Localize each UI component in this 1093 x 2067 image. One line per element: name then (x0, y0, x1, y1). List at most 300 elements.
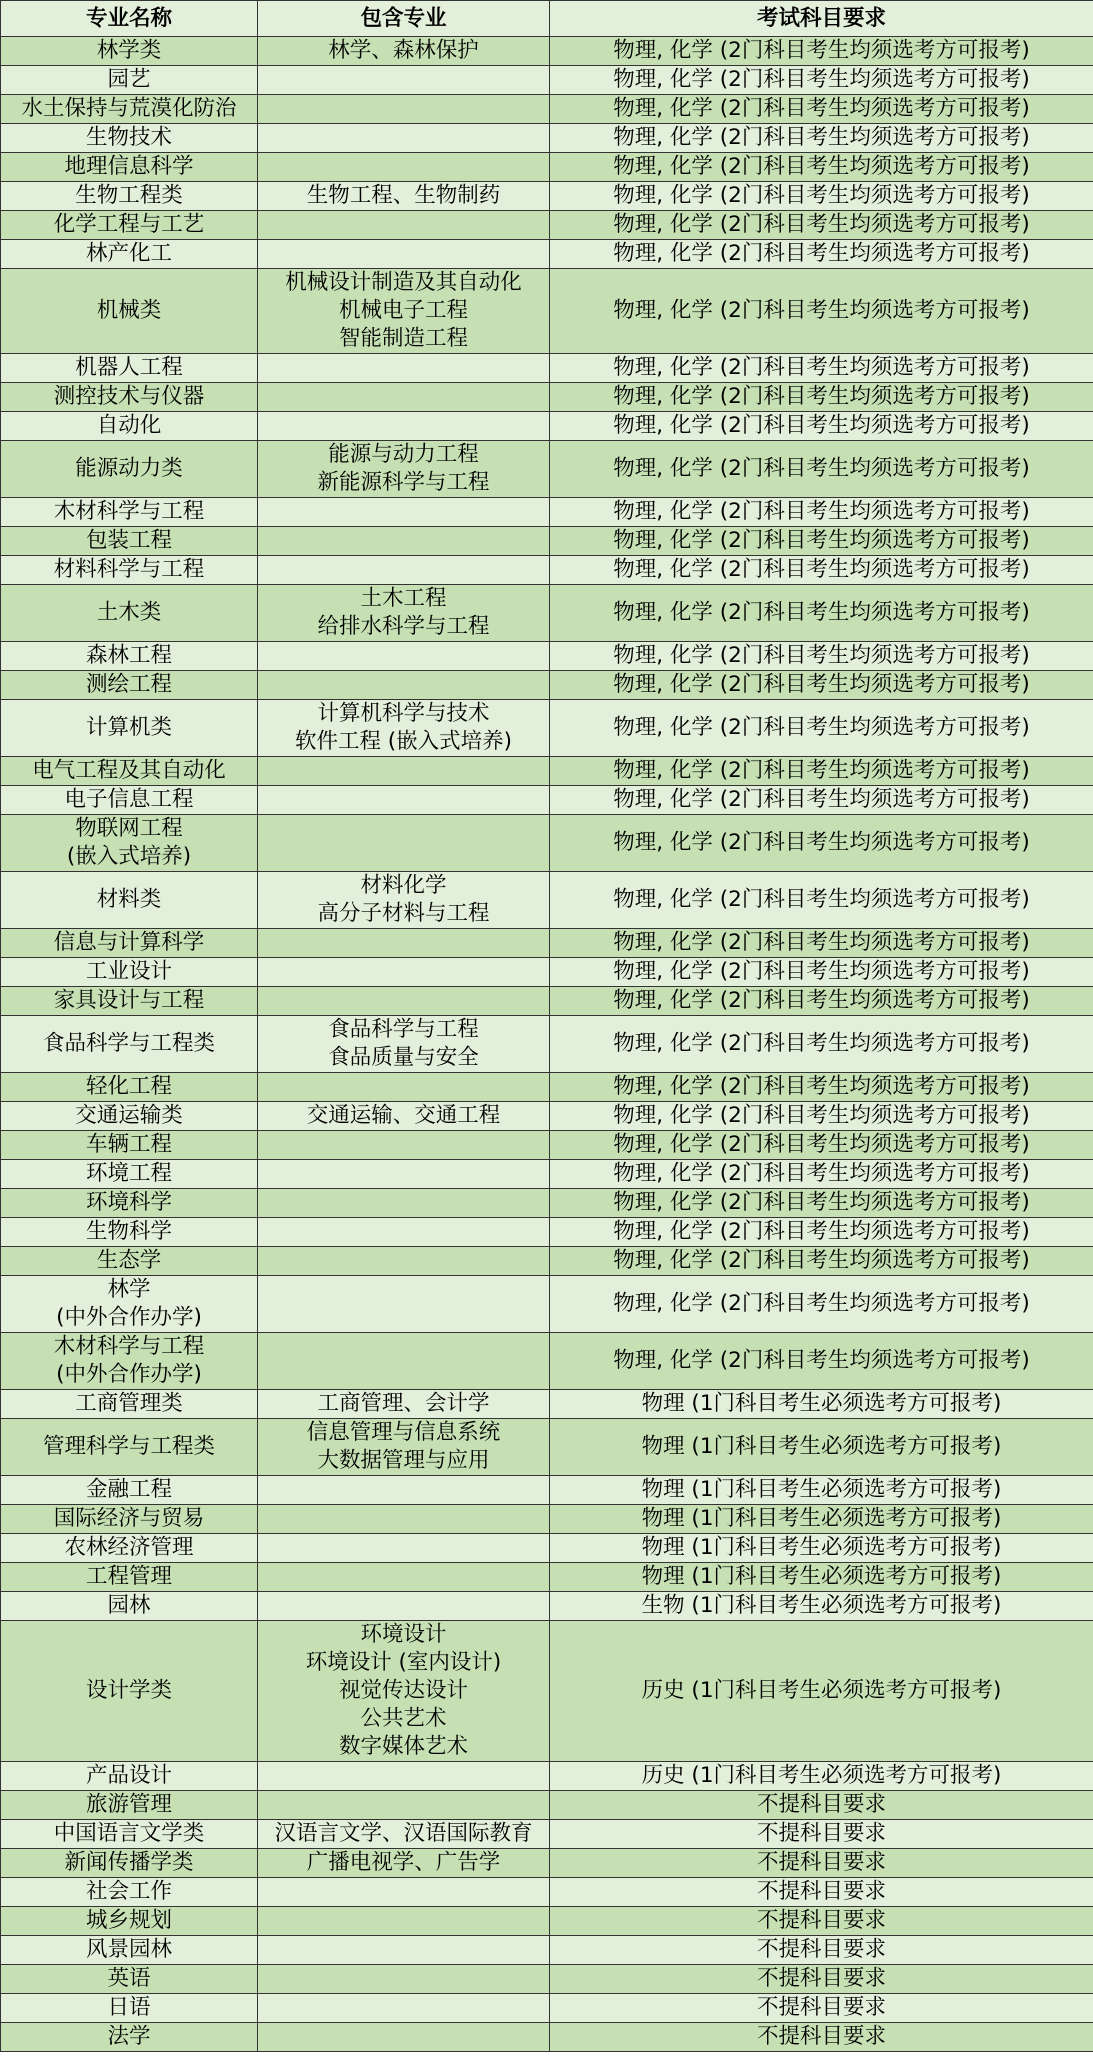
included-majors-cell (258, 815, 550, 872)
major-name-cell (1, 66, 258, 95)
major-name-cell (1, 1189, 258, 1218)
major-name-cell-line: 中国语言文学类 (53, 1821, 205, 1846)
major-name-cell-line: 土木类 (96, 600, 162, 625)
major-name-cell (1, 1994, 258, 2023)
included-majors-cell (258, 66, 550, 95)
major-name-cell-line: 生物技术 (85, 125, 172, 150)
table-row (1, 1592, 1093, 1621)
included-majors-cell (258, 1820, 550, 1849)
included-majors-cell-line: 工商管理、会计学 (317, 1391, 490, 1416)
included-majors-cell (258, 1621, 550, 1762)
included-majors-cell-line: 视觉传达设计 (338, 1678, 468, 1703)
included-majors-cell (258, 987, 550, 1016)
major-name-cell (1, 1419, 258, 1476)
table-row (1, 527, 1093, 556)
subject-requirement-cell: 历史 (1门科目考生必须选考方可报考) (550, 1621, 1093, 1762)
table-row (1, 1276, 1093, 1333)
major-name-cell (1, 700, 258, 757)
table-row (1, 441, 1093, 498)
major-name-cell (1, 757, 258, 786)
included-majors-cell-line: 新能源科学与工程 (317, 470, 490, 495)
major-name-cell (1, 1762, 258, 1791)
included-majors-cell (258, 1907, 550, 1936)
subject-requirement-cell: 物理, 化学 (2门科目考生均须选考方可报考) (550, 1160, 1093, 1189)
table-row (1, 1419, 1093, 1476)
major-name-cell-line: 自动化 (96, 413, 162, 438)
major-name-cell-line: 法学 (107, 2024, 151, 2049)
included-majors-cell-line: 给排水科学与工程 (317, 614, 490, 639)
major-name-cell-line: 家具设计与工程 (53, 988, 205, 1013)
included-majors-cell-line: 智能制造工程 (338, 326, 468, 351)
table-row (1, 1791, 1093, 1820)
major-name-cell-line: 园艺 (107, 67, 151, 92)
subject-requirement-cell: 不提科目要求 (550, 1820, 1093, 1849)
included-majors-cell (258, 872, 550, 929)
major-name-cell-line: 旅游管理 (85, 1792, 172, 1817)
major-name-cell-line: 材料科学与工程 (53, 557, 205, 582)
included-majors-cell (258, 1218, 550, 1247)
table-row (1, 872, 1093, 929)
table-row (1, 642, 1093, 671)
included-majors-cell (258, 1476, 550, 1505)
major-name-cell-line: 木材科学与工程 (53, 499, 205, 524)
subject-requirement-cell: 物理 (1门科目考生必须选考方可报考) (550, 1419, 1093, 1476)
major-name-cell-line: 计算机类 (85, 715, 172, 740)
included-majors-cell (258, 441, 550, 498)
major-name-cell-line: 机械类 (96, 298, 162, 323)
included-majors-cell (258, 556, 550, 585)
table-row (1, 1621, 1093, 1762)
subject-requirement-cell: 不提科目要求 (550, 1907, 1093, 1936)
subject-requirement-cell: 物理, 化学 (2门科目考生均须选考方可报考) (550, 153, 1093, 182)
included-majors-cell (258, 383, 550, 412)
included-majors-cell (258, 757, 550, 786)
included-majors-cell-line: 食品科学与工程 (328, 1017, 479, 1042)
major-name-cell-line: 信息与计算科学 (53, 930, 205, 955)
included-majors-cell-line: 汉语言文学、汉语国际教育 (274, 1821, 533, 1846)
subject-requirement-cell: 物理 (1门科目考生必须选考方可报考) (550, 1390, 1093, 1419)
included-majors-cell (258, 124, 550, 153)
included-majors-cell (258, 1534, 550, 1563)
included-majors-cell (258, 95, 550, 124)
subject-requirement-cell: 不提科目要求 (550, 1849, 1093, 1878)
table-row (1, 1016, 1093, 1073)
included-majors-cell (258, 786, 550, 815)
major-name-cell-line: 森林工程 (85, 643, 172, 668)
table-row (1, 1073, 1093, 1102)
table-row (1, 671, 1093, 700)
major-name-cell (1, 1102, 258, 1131)
subject-requirement-cell: 不提科目要求 (550, 1791, 1093, 1820)
major-name-cell (1, 1131, 258, 1160)
table-row (1, 498, 1093, 527)
included-majors-cell-line: 机械设计制造及其自动化 (285, 270, 522, 295)
major-name-cell (1, 1247, 258, 1276)
header-included-majors: 包含专业 (258, 1, 550, 37)
included-majors-cell (258, 2023, 550, 2052)
subject-requirement-cell: 物理, 化学 (2门科目考生均须选考方可报考) (550, 95, 1093, 124)
subject-requirement-cell: 物理, 化学 (2门科目考生均须选考方可报考) (550, 66, 1093, 95)
major-name-cell (1, 929, 258, 958)
included-majors-cell-line: 信息管理与信息系统 (306, 1420, 501, 1445)
included-majors-cell-line: 林学、森林保护 (328, 38, 479, 63)
included-majors-cell (258, 1791, 550, 1820)
major-name-cell (1, 498, 258, 527)
major-name-cell (1, 987, 258, 1016)
table-row (1, 1218, 1093, 1247)
table-row (1, 987, 1093, 1016)
subject-requirement-cell: 物理, 化学 (2门科目考生均须选考方可报考) (550, 1276, 1093, 1333)
major-name-cell-line: 设计学类 (85, 1678, 172, 1703)
subject-requirement-cell: 物理, 化学 (2门科目考生均须选考方可报考) (550, 556, 1093, 585)
major-name-cell-line: 机器人工程 (75, 355, 183, 380)
included-majors-cell (258, 958, 550, 987)
included-majors-cell-line: 计算机科学与技术 (317, 701, 490, 726)
major-name-cell-line: 新闻传播学类 (64, 1850, 194, 1875)
major-name-cell (1, 383, 258, 412)
table-row (1, 383, 1093, 412)
major-name-cell-line: 工业设计 (85, 959, 172, 984)
major-name-cell (1, 153, 258, 182)
included-majors-cell-line: 能源与动力工程 (328, 442, 479, 467)
table-row (1, 556, 1093, 585)
subject-requirement-cell: 物理, 化学 (2门科目考生均须选考方可报考) (550, 1016, 1093, 1073)
major-name-cell-line: 木材科学与工程 (53, 1334, 205, 1359)
major-name-cell (1, 1878, 258, 1907)
table-row (1, 1476, 1093, 1505)
included-majors-cell (258, 1762, 550, 1791)
subject-requirement-cell: 物理, 化学 (2门科目考生均须选考方可报考) (550, 354, 1093, 383)
table-row (1, 1762, 1093, 1791)
subject-requirement-cell: 不提科目要求 (550, 1936, 1093, 1965)
major-name-cell-line: 交通运输类 (75, 1103, 183, 1128)
included-majors-cell-line: 广播电视学、广告学 (306, 1850, 501, 1875)
included-majors-cell (258, 240, 550, 269)
included-majors-cell (258, 182, 550, 211)
included-majors-cell (258, 1073, 550, 1102)
table-row (1, 1534, 1093, 1563)
table-row (1, 1994, 1093, 2023)
table-row (1, 1505, 1093, 1534)
subject-requirement-cell: 物理 (1门科目考生必须选考方可报考) (550, 1476, 1093, 1505)
major-name-cell-line: 生态学 (96, 1248, 162, 1273)
table-row (1, 37, 1093, 66)
subject-requirement-cell: 物理, 化学 (2门科目考生均须选考方可报考) (550, 412, 1093, 441)
table-row (1, 700, 1093, 757)
included-majors-cell (258, 269, 550, 354)
included-majors-cell-line: 高分子材料与工程 (317, 901, 490, 926)
table-row (1, 1160, 1093, 1189)
subject-requirement-cell: 不提科目要求 (550, 2023, 1093, 2052)
major-name-cell-line: 林产化工 (85, 241, 172, 266)
major-name-cell (1, 354, 258, 383)
included-majors-cell (258, 1102, 550, 1131)
subject-requirement-cell: 物理, 化学 (2门科目考生均须选考方可报考) (550, 124, 1093, 153)
table-row (1, 182, 1093, 211)
included-majors-cell (258, 1965, 550, 1994)
included-majors-cell (258, 1994, 550, 2023)
major-name-cell (1, 671, 258, 700)
subject-requirement-cell: 物理, 化学 (2门科目考生均须选考方可报考) (550, 1131, 1093, 1160)
table-header-row (1, 1, 1093, 37)
major-name-cell-line: (嵌入式培养) (66, 844, 192, 869)
table-row (1, 1849, 1093, 1878)
subject-requirement-cell: 物理, 化学 (2门科目考生均须选考方可报考) (550, 527, 1093, 556)
included-majors-cell (258, 354, 550, 383)
subject-requirement-cell: 物理, 化学 (2门科目考生均须选考方可报考) (550, 211, 1093, 240)
table-row (1, 412, 1093, 441)
major-name-cell-line: 轻化工程 (85, 1074, 172, 1099)
major-name-cell (1, 1276, 258, 1333)
major-name-cell (1, 1218, 258, 1247)
table-row (1, 1189, 1093, 1218)
major-name-cell (1, 1390, 258, 1419)
major-name-cell-line: 风景园林 (85, 1937, 172, 1962)
subject-requirement-cell: 物理, 化学 (2门科目考生均须选考方可报考) (550, 585, 1093, 642)
included-majors-cell-line: 交通运输、交通工程 (306, 1103, 501, 1128)
included-majors-cell (258, 1878, 550, 1907)
major-name-cell (1, 95, 258, 124)
table-row (1, 929, 1093, 958)
major-name-cell (1, 1592, 258, 1621)
table-row (1, 1820, 1093, 1849)
major-name-cell (1, 1965, 258, 1994)
included-majors-cell (258, 1160, 550, 1189)
table-row (1, 1965, 1093, 1994)
included-majors-cell (258, 1333, 550, 1390)
major-name-cell-line: 英语 (107, 1966, 151, 1991)
subject-requirement-cell: 物理, 化学 (2门科目考生均须选考方可报考) (550, 987, 1093, 1016)
included-majors-cell (258, 1390, 550, 1419)
major-name-cell (1, 1907, 258, 1936)
included-majors-cell-line: 材料化学 (360, 873, 447, 898)
major-name-cell-line: 林学类 (96, 38, 162, 63)
major-name-cell-line: 日语 (107, 1995, 151, 2020)
major-name-cell-line: 金融工程 (85, 1477, 172, 1502)
major-name-cell-line: 工商管理类 (75, 1391, 183, 1416)
major-name-cell (1, 1476, 258, 1505)
major-name-cell-line: 测绘工程 (85, 672, 172, 697)
major-name-cell-line: 环境工程 (85, 1161, 172, 1186)
major-name-cell (1, 1791, 258, 1820)
included-majors-cell (258, 671, 550, 700)
major-name-cell (1, 642, 258, 671)
table-row (1, 786, 1093, 815)
included-majors-cell (258, 1505, 550, 1534)
major-name-cell (1, 1505, 258, 1534)
subject-requirement-cell: 物理, 化学 (2门科目考生均须选考方可报考) (550, 671, 1093, 700)
major-name-cell (1, 1563, 258, 1592)
major-name-cell-line: 电气工程及其自动化 (32, 758, 226, 783)
table-row (1, 815, 1093, 872)
included-majors-cell-line: 公共艺术 (360, 1706, 447, 1731)
major-name-cell (1, 786, 258, 815)
included-majors-cell-line: 生物工程、生物制药 (306, 183, 501, 208)
table-row (1, 1333, 1093, 1390)
table-row (1, 354, 1093, 383)
major-name-cell-line: 产品设计 (85, 1763, 172, 1788)
table-row (1, 1878, 1093, 1907)
included-majors-cell (258, 1016, 550, 1073)
major-name-cell-line: 林学 (107, 1277, 151, 1302)
subject-requirement-cell: 物理, 化学 (2门科目考生均须选考方可报考) (550, 1333, 1093, 1390)
subject-requirement-cell: 物理, 化学 (2门科目考生均须选考方可报考) (550, 383, 1093, 412)
subject-requirement-cell: 物理, 化学 (2门科目考生均须选考方可报考) (550, 757, 1093, 786)
major-name-cell-line: 管理科学与工程类 (42, 1434, 215, 1459)
major-name-cell-line: 生物科学 (85, 1219, 172, 1244)
included-majors-cell-line: 环境设计 (室内设计) (305, 1650, 502, 1675)
subject-requirement-cell: 物理, 化学 (2门科目考生均须选考方可报考) (550, 182, 1093, 211)
subject-requirement-cell: 物理, 化学 (2门科目考生均须选考方可报考) (550, 1218, 1093, 1247)
subject-requirement-cell: 物理, 化学 (2门科目考生均须选考方可报考) (550, 269, 1093, 354)
subject-requirement-cell: 物理, 化学 (2门科目考生均须选考方可报考) (550, 929, 1093, 958)
header-subject-requirements: 考试科目要求 (550, 1, 1093, 37)
table-row (1, 269, 1093, 354)
major-name-cell (1, 872, 258, 929)
subject-requirement-cell: 物理 (1门科目考生必须选考方可报考) (550, 1505, 1093, 1534)
subject-requirement-cell: 物理, 化学 (2门科目考生均须选考方可报考) (550, 700, 1093, 757)
included-majors-cell (258, 585, 550, 642)
major-name-cell (1, 269, 258, 354)
major-name-cell-line: 工程管理 (85, 1564, 172, 1589)
table-row (1, 585, 1093, 642)
included-majors-cell-line: 数字媒体艺术 (338, 1734, 468, 1759)
major-name-cell-line: 化学工程与工艺 (53, 212, 205, 237)
included-majors-cell (258, 37, 550, 66)
major-name-cell-line: 生物工程类 (75, 183, 183, 208)
major-name-cell-line: 测控技术与仪器 (53, 384, 205, 409)
included-majors-cell (258, 1247, 550, 1276)
subject-requirement-cell: 物理, 化学 (2门科目考生均须选考方可报考) (550, 872, 1093, 929)
major-name-cell-line: 社会工作 (85, 1879, 172, 1904)
major-name-cell (1, 211, 258, 240)
major-name-cell (1, 1621, 258, 1762)
subject-requirement-cell: 不提科目要求 (550, 1965, 1093, 1994)
included-majors-cell (258, 1563, 550, 1592)
included-majors-cell (258, 498, 550, 527)
table-row (1, 757, 1093, 786)
subject-requirement-cell: 物理, 化学 (2门科目考生均须选考方可报考) (550, 786, 1093, 815)
major-name-cell-line: (中外合作办学) (56, 1362, 202, 1387)
table-row (1, 240, 1093, 269)
table-row (1, 1907, 1093, 1936)
major-name-cell (1, 585, 258, 642)
major-name-cell-line: 物联网工程 (75, 816, 183, 841)
included-majors-cell (258, 412, 550, 441)
major-name-cell (1, 958, 258, 987)
subject-requirement-cell: 生物 (1门科目考生必须选考方可报考) (550, 1592, 1093, 1621)
table-row (1, 2023, 1093, 2052)
major-name-cell (1, 1534, 258, 1563)
table-row (1, 1131, 1093, 1160)
included-majors-cell-line: 土木工程 (360, 586, 447, 611)
major-name-cell-line: 能源动力类 (75, 456, 183, 481)
included-majors-cell (258, 1276, 550, 1333)
subject-requirement-cell: 物理 (1门科目考生必须选考方可报考) (550, 1563, 1093, 1592)
included-majors-cell (258, 1592, 550, 1621)
major-name-cell (1, 527, 258, 556)
major-name-cell-line: 车辆工程 (85, 1132, 172, 1157)
subject-requirement-cell: 物理, 化学 (2门科目考生均须选考方可报考) (550, 498, 1093, 527)
major-name-cell (1, 441, 258, 498)
table-row (1, 153, 1093, 182)
major-name-cell-line: 材料类 (96, 887, 162, 912)
table-row (1, 1102, 1093, 1131)
major-name-cell (1, 2023, 258, 2052)
subject-requirement-cell: 物理, 化学 (2门科目考生均须选考方可报考) (550, 1102, 1093, 1131)
included-majors-cell (258, 1189, 550, 1218)
major-name-cell-line: 园林 (107, 1593, 151, 1618)
major-name-cell-line: (中外合作办学) (56, 1305, 202, 1330)
table-row (1, 1936, 1093, 1965)
included-majors-cell (258, 1849, 550, 1878)
subject-requirement-cell: 不提科目要求 (550, 1878, 1093, 1907)
table-row (1, 958, 1093, 987)
major-name-cell (1, 124, 258, 153)
major-name-cell (1, 1073, 258, 1102)
table-row (1, 1563, 1093, 1592)
table-row (1, 66, 1093, 95)
header-major-name: 专业名称 (1, 1, 258, 37)
subject-requirement-cell: 物理, 化学 (2门科目考生均须选考方可报考) (550, 37, 1093, 66)
major-name-cell-line: 农林经济管理 (64, 1535, 194, 1560)
subject-requirement-cell: 物理, 化学 (2门科目考生均须选考方可报考) (550, 1189, 1093, 1218)
table-body (1, 37, 1093, 2052)
major-name-cell (1, 1820, 258, 1849)
subject-requirement-cell: 历史 (1门科目考生必须选考方可报考) (550, 1762, 1093, 1791)
included-majors-cell (258, 527, 550, 556)
subject-requirement-cell: 不提科目要求 (550, 1994, 1093, 2023)
included-majors-cell (258, 929, 550, 958)
subject-requirement-cell: 物理, 化学 (2门科目考生均须选考方可报考) (550, 240, 1093, 269)
subject-requirement-cell: 物理, 化学 (2门科目考生均须选考方可报考) (550, 1073, 1093, 1102)
major-name-cell (1, 1849, 258, 1878)
included-majors-cell-line: 软件工程 (嵌入式培养) (294, 729, 513, 754)
table-row (1, 95, 1093, 124)
included-majors-cell (258, 1419, 550, 1476)
subject-requirement-cell: 物理, 化学 (2门科目考生均须选考方可报考) (550, 441, 1093, 498)
major-name-cell-line: 水土保持与荒漠化防治 (21, 96, 237, 121)
included-majors-cell-line: 机械电子工程 (338, 298, 468, 323)
major-name-cell (1, 1016, 258, 1073)
subject-requirement-cell: 物理, 化学 (2门科目考生均须选考方可报考) (550, 958, 1093, 987)
major-name-cell (1, 240, 258, 269)
major-name-cell (1, 1160, 258, 1189)
major-name-cell (1, 556, 258, 585)
included-majors-cell-line: 食品质量与安全 (328, 1045, 479, 1070)
table-row (1, 1390, 1093, 1419)
major-name-cell (1, 1333, 258, 1390)
included-majors-cell (258, 1936, 550, 1965)
included-majors-cell-line: 大数据管理与应用 (317, 1448, 490, 1473)
major-name-cell-line: 城乡规划 (85, 1908, 172, 1933)
major-name-cell (1, 412, 258, 441)
table-row (1, 211, 1093, 240)
included-majors-cell (258, 153, 550, 182)
included-majors-cell (258, 1131, 550, 1160)
included-majors-cell-line: 环境设计 (360, 1622, 447, 1647)
major-name-cell-line: 环境科学 (85, 1190, 172, 1215)
subject-requirement-cell: 物理, 化学 (2门科目考生均须选考方可报考) (550, 1247, 1093, 1276)
table-row (1, 1247, 1093, 1276)
included-majors-cell (258, 700, 550, 757)
subject-requirement-cell: 物理 (1门科目考生必须选考方可报考) (550, 1534, 1093, 1563)
major-name-cell (1, 1936, 258, 1965)
major-name-cell (1, 37, 258, 66)
major-name-cell (1, 815, 258, 872)
major-name-cell-line: 包装工程 (85, 528, 172, 553)
subject-requirement-cell: 物理, 化学 (2门科目考生均须选考方可报考) (550, 642, 1093, 671)
